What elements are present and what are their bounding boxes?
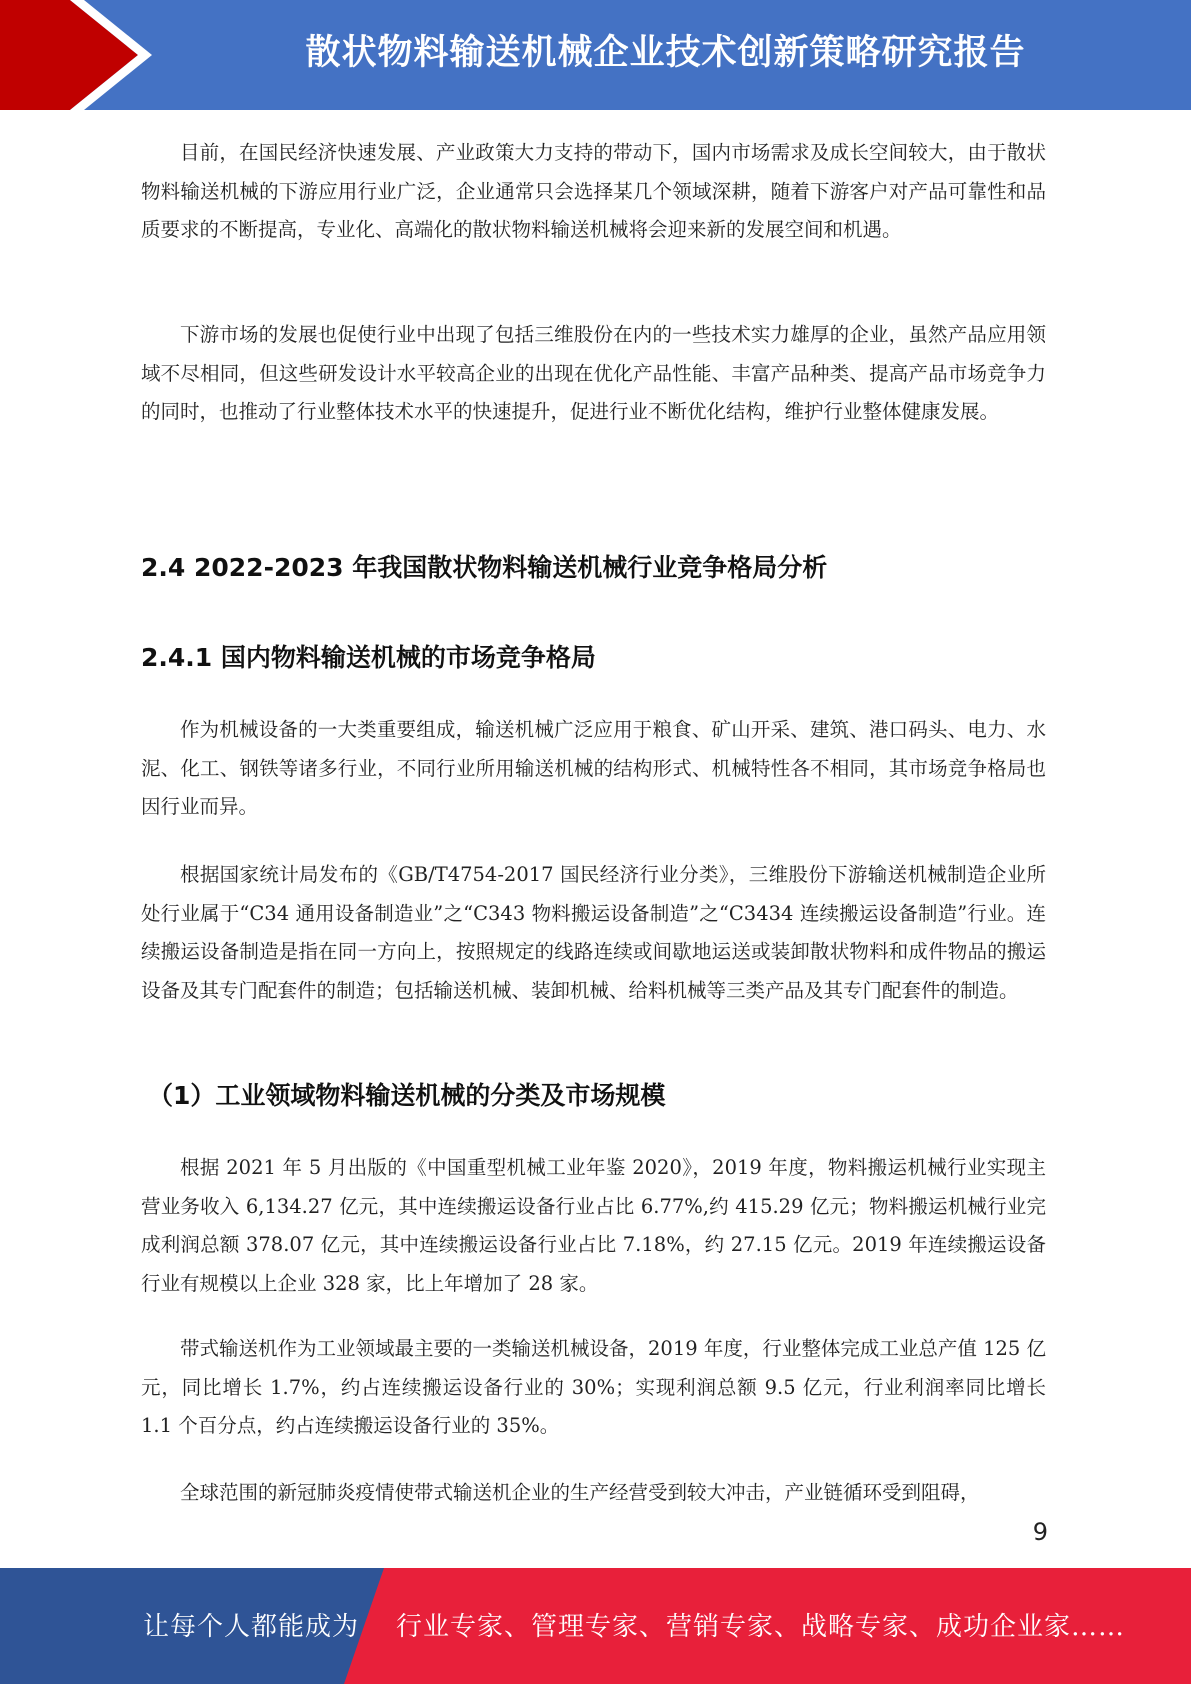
body-text: 作为机械设备的一大类重要组成，输送机械广泛应用于粮食、矿山开采、建筑、港口码头、电力、水泥、化工、钢铁等诸多行业，不同行业所用输送机械的结构形式、机械特性各不相同，其市场竞争格局也因行业而异。 [141,718,1046,818]
section-heading: 2.4 2022-2023 年我国散状物料输送机械行业竞争格局分析 [141,553,828,582]
paragraph-1 [141,134,1046,250]
paragraph-5 [141,1149,1046,1303]
page-footer [0,1568,1191,1684]
item-heading: （1）工业领域物料输送机械的分类及市场规模 [148,1081,666,1110]
body-text: 全球范围的新冠肺炎疫情使带式输送机企业的生产经营受到较大冲击，产业链循环受到阻碍， [180,1481,980,1504]
header-arrow-decoration [0,0,160,110]
body-text: 下游市场的发展也促使行业中出现了包括三维股份在内的一些技术实力雄厚的企业，虽然产品应用领域不尽相同，但这些研发设计水平较高企业的出现在优化产品性能、丰富产品种类、提高产品市场竞争力的同时，也推动了行业整体技术水平的快速提升，促进行业不断优化结构，维护行业整体健康发展。 [141,323,1046,423]
paragraph-7 [141,1474,1046,1513]
footer-slogan-right: 行业专家、管理专家、营销专家、战略专家、成功企业家…… [396,1612,1126,1642]
paragraph-2 [141,316,1046,432]
body-text: 根据国家统计局发布的《GB/T4754-2017 国民经济行业分类》，三维股份下游输送机械制造企业所处行业属于“C34 通用设备制造业”之“C343 物料搬运设备制造”之“C3434 连续搬运设备制造”行业。连续搬运设备制造是指在同一方向上，按照规定的线路连续或间歇地运送或装卸散状物料和成件物品的搬运设备及其专门配套件的制造；包括输送机械、装卸机械、给料机械等三类产品及其专门配套件的制造。 [141,863,1046,1002]
paragraph-6 [141,1330,1046,1446]
page-header [0,0,1191,110]
paragraph-3 [141,711,1046,827]
paragraph-4 [141,856,1046,1010]
subsection-heading: 2.4.1 国内物料输送机械的市场竞争格局 [141,643,596,672]
page-number: 9 [1032,1518,1048,1546]
body-text: 带式输送机作为工业领域最主要的一类输送机械设备，2019 年度，行业整体完成工业总产值 125 亿元，同比增长 1.7%，约占连续搬运设备行业的 30%；实现利润总额 9.5 亿元，行业利润率同比增长 1.1 个百分点，约占连续搬运设备行业的 35%。 [141,1337,1046,1437]
body-text: 目前，在国民经济快速发展、产业政策大力支持的带动下，国内市场需求及成长空间较大，由于散状物料输送机械的下游应用行业广泛，企业通常只会选择某几个领域深耕，随着下游客户对产品可靠性和品质要求的不断提高，专业化、高端化的散状物料输送机械将会迎来新的发展空间和机遇。 [141,141,1046,241]
report-title: 散状物料输送机械企业技术创新策略研究报告 [305,33,1026,73]
body-text: 根据 2021 年 5 月出版的《中国重型机械工业年鉴 2020》，2019 年度，物料搬运机械行业实现主营业务收入 6,134.27 亿元，其中连续搬运设备行业占比 6.77%,约 415.29 亿元；物料搬运机械行业完成利润总额 378.07 亿元，其中连续搬运设备行业占比 7.18%，约 27.15 亿元。2019 年连续搬运设备行业有规模以上企业 328 家，比上年增加了 28 家。 [141,1156,1046,1295]
footer-slogan-left: 让每个人都能成为 [143,1612,360,1642]
